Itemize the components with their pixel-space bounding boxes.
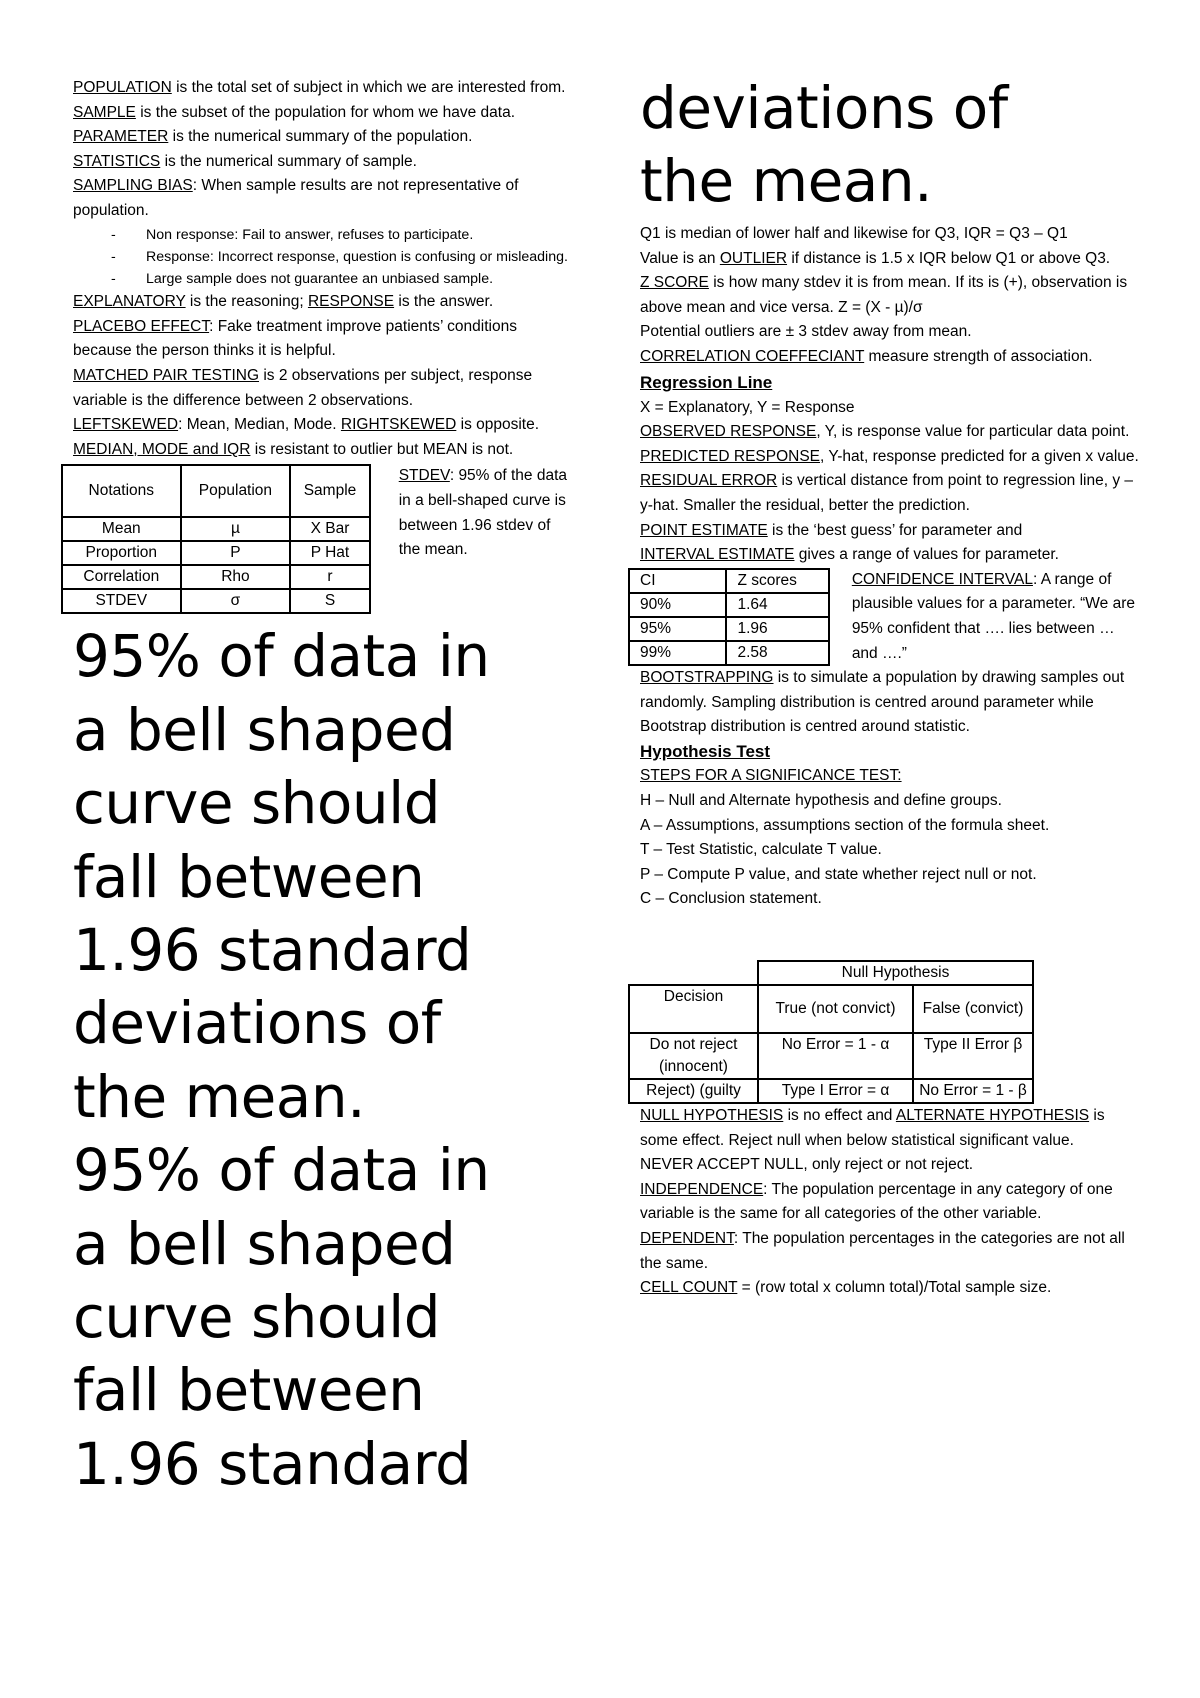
table-cell: Proportion bbox=[62, 541, 181, 565]
term: MATCHED PAIR TESTING bbox=[73, 366, 260, 384]
ci-section bbox=[640, 568, 1140, 666]
residual-definition bbox=[640, 469, 1140, 518]
observed-definition bbox=[640, 420, 1140, 469]
list-item: - Response: Incorrect response, question is confusing or misleading. bbox=[146, 246, 573, 268]
term: PLACEBO EFFECT bbox=[73, 317, 210, 335]
placebo-definition bbox=[73, 315, 573, 364]
term: OUTLIER bbox=[719, 249, 788, 267]
definition-text: : The population percentages in the categories are not all the same. bbox=[640, 1230, 1125, 1272]
definition-text: is the reasoning; bbox=[185, 293, 308, 311]
notation-section bbox=[73, 464, 573, 614]
z-score-definition bbox=[640, 271, 1140, 320]
definition-text: : A range of plausible values for a parameter. “We are 95% confident that …. lies between … and ….” bbox=[851, 570, 1135, 662]
potential-outliers: Potential outliers are ± 3 stdev away from mean. bbox=[640, 323, 972, 341]
definition-text: is the subset of the population for whom we have data. bbox=[135, 103, 516, 121]
table-cell: Type I Error = α bbox=[758, 1079, 913, 1103]
definition-text: is some effect. Reject null when below statistical significant value. bbox=[640, 1107, 1105, 1149]
table-cell: Mean bbox=[62, 517, 181, 541]
table-cell: 99% bbox=[629, 641, 726, 665]
null-hypothesis-table bbox=[628, 960, 1034, 1104]
term: SAMPLE bbox=[73, 103, 136, 121]
term: PARAMETER bbox=[73, 128, 169, 146]
steps-heading: STEPS FOR A SIGNIFICANCE TEST: bbox=[640, 767, 902, 785]
table-row bbox=[629, 1079, 1033, 1103]
table-cell: S bbox=[290, 589, 369, 613]
term: POPULATION bbox=[73, 79, 172, 96]
parameter-definition bbox=[73, 125, 573, 150]
big-text-line: 95% of data in bbox=[73, 1136, 490, 1205]
table-row bbox=[629, 569, 829, 593]
term: POINT ESTIMATE bbox=[640, 521, 768, 539]
term: CORRELATION COEFFECIANT bbox=[640, 347, 865, 365]
table-row bbox=[62, 589, 370, 613]
big-text-line: curve should bbox=[73, 1282, 441, 1351]
big-text-line: fall between bbox=[73, 842, 425, 911]
term: EXPLANATORY bbox=[73, 293, 186, 311]
list-item: - Large sample does not guarantee an unbiased sample. bbox=[146, 268, 573, 290]
definition-text: : When sample results are not representative of population. bbox=[73, 177, 519, 219]
table-cell: 1.96 bbox=[726, 617, 828, 641]
step-item: T – Test Statistic, calculate T value. bbox=[640, 841, 882, 859]
definition-text: is resistant to outlier but MEAN is not. bbox=[250, 440, 514, 458]
outlier-definition bbox=[640, 247, 1140, 272]
interval-estimate-definition bbox=[640, 543, 1140, 568]
term: BOOTSTRAPPING bbox=[640, 669, 774, 687]
table-cell: 90% bbox=[629, 593, 726, 617]
table-row bbox=[629, 985, 1033, 1033]
table-header-cell: Z scores bbox=[726, 569, 828, 593]
big-text-line: the mean. bbox=[73, 1062, 366, 1131]
right-column bbox=[640, 72, 1140, 1301]
definition-text: : The population percentage in any category of one variable is the same for all categories of the other variable. bbox=[640, 1180, 1113, 1223]
skew-definition bbox=[73, 413, 573, 438]
xy-definition: X = Explanatory, Y = Response bbox=[640, 398, 855, 416]
table-cell: r bbox=[290, 565, 369, 589]
term: DEPENDENT bbox=[640, 1230, 734, 1247]
definition-text: is to simulate a population by drawing samples out randomly. Sampling distribution is centred around parameter while Bootstrap distribution is centred around statistic. bbox=[640, 669, 1125, 736]
table-row bbox=[629, 1033, 1033, 1079]
step-item: P – Compute P value, and state whether reject null or not. bbox=[640, 865, 1037, 883]
hypothesis-heading: Hypothesis Test bbox=[640, 741, 771, 761]
table-header-cell: True (not convict) bbox=[758, 985, 913, 1033]
table-cell: 95% bbox=[629, 617, 726, 641]
table-cell: σ bbox=[181, 589, 291, 613]
table-header-cell: False (convict) bbox=[913, 985, 1033, 1033]
big-text-line: fall between bbox=[73, 1356, 425, 1425]
big-text-line: deviations of bbox=[640, 74, 1008, 142]
term: INDEPENDENCE bbox=[640, 1180, 764, 1198]
step-item: C – Conclusion statement. bbox=[640, 890, 822, 908]
table-cell: Do not reject (innocent) bbox=[629, 1033, 758, 1079]
point-estimate-definition bbox=[640, 519, 1140, 544]
sampling-bias-definition bbox=[73, 174, 573, 223]
table-cell: Reject) (guilty bbox=[629, 1079, 758, 1103]
table-cell: 1.64 bbox=[726, 593, 828, 617]
definition-text: : Fake treatment improve patients’ conditions because the person thinks it is helpful. bbox=[73, 317, 517, 360]
stdev-note bbox=[399, 464, 573, 562]
dependent-definition bbox=[640, 1227, 1140, 1276]
table-cell: µ bbox=[181, 517, 291, 541]
term: INTERVAL ESTIMATE bbox=[640, 546, 795, 564]
definition-text: , Y-hat, response predicted for a given x value. bbox=[820, 447, 1139, 465]
explanatory-response-definition bbox=[73, 290, 573, 315]
null-hypothesis-definition bbox=[640, 1104, 1140, 1153]
term: OBSERVED RESPONSE bbox=[640, 423, 817, 441]
definition-text: is vertical distance from point to regression line, y – y-hat. Smaller the residual, better the prediction. bbox=[640, 472, 1134, 514]
term: SAMPLING BIAS bbox=[73, 177, 193, 195]
big-text-line: 1.96 standard bbox=[73, 915, 472, 984]
table-row bbox=[62, 541, 370, 565]
definition-text: is no effect and bbox=[783, 1107, 896, 1125]
never-accept-note: NEVER ACCEPT NULL, only reject or not reject. bbox=[640, 1156, 974, 1174]
table-cell: STDEV bbox=[62, 589, 181, 613]
population-definition bbox=[73, 76, 573, 101]
term: STATISTICS bbox=[73, 152, 161, 170]
bootstrapping-definition bbox=[640, 666, 1140, 740]
table-row bbox=[62, 465, 370, 517]
table-cell: X Bar bbox=[290, 517, 369, 541]
definition-text: : 95% of the data in a bell-shaped curve is between 1.96 stdev of the mean. bbox=[398, 467, 568, 559]
definition-text: measure strength of association. bbox=[864, 347, 1093, 365]
table-cell: No Error = 1 - β bbox=[913, 1079, 1033, 1103]
big-text-line: deviations of bbox=[73, 989, 441, 1058]
table-cell: No Error = 1 - α bbox=[758, 1033, 913, 1079]
term: RESPONSE bbox=[307, 293, 395, 311]
big-text-line: a bell shaped bbox=[73, 695, 456, 764]
definition-text: if distance is 1.5 x IQR below Q1 or above Q3. bbox=[787, 249, 1111, 267]
definition-text: is opposite. bbox=[456, 416, 540, 434]
left-column bbox=[73, 76, 573, 1501]
big-text-line: 95% of data in bbox=[73, 622, 490, 691]
big-text-line: 1.96 standard bbox=[73, 1429, 472, 1498]
table-cell: 2.58 bbox=[726, 641, 828, 665]
confidence-interval-definition bbox=[852, 568, 1140, 666]
definition-text: is the answer. bbox=[394, 293, 494, 311]
table-row bbox=[629, 617, 829, 641]
table-row bbox=[629, 961, 1033, 985]
notation-table bbox=[61, 464, 371, 614]
table-row bbox=[62, 565, 370, 589]
cell-count-definition bbox=[640, 1276, 1140, 1301]
table-header-cell: Decision bbox=[629, 985, 758, 1033]
big-text-block bbox=[73, 620, 573, 1501]
ci-table bbox=[628, 568, 830, 666]
term: Z SCORE bbox=[640, 274, 709, 292]
term: ALTERNATE HYPOTHESIS bbox=[895, 1107, 1090, 1125]
table-cell: Type II Error β bbox=[913, 1033, 1033, 1079]
definition-text: is the numerical summary of sample. bbox=[160, 152, 417, 170]
definition-text: is the ‘best guess’ for parameter and bbox=[767, 521, 1023, 539]
definition-text: is 2 observations per subject, response variable is the difference between 2 observations. bbox=[73, 366, 533, 409]
empty-corner-cell bbox=[629, 961, 758, 985]
table-cell: P Hat bbox=[290, 541, 369, 565]
table-header-cell: Null Hypothesis bbox=[758, 961, 1033, 985]
statistics-definition bbox=[73, 150, 573, 175]
big-text-line: curve should bbox=[73, 769, 441, 838]
regression-heading: Regression Line bbox=[640, 372, 773, 392]
definition-text: , Y, is response value for particular data point. bbox=[816, 423, 1130, 441]
term: MEDIAN, MODE and IQR bbox=[73, 440, 251, 458]
correlation-definition bbox=[640, 345, 1140, 370]
q1-definition: Q1 is median of lower half and likewise for Q3, IQR = Q3 – Q1 bbox=[640, 225, 1068, 242]
definition-text: is the total set of subject in which we are interested from. bbox=[171, 79, 566, 96]
table-header-cell: Population bbox=[181, 465, 291, 517]
term: CONFIDENCE INTERVAL bbox=[851, 570, 1033, 588]
table-cell: Rho bbox=[181, 565, 291, 589]
term: CELL COUNT bbox=[640, 1279, 738, 1297]
definition-text: gives a range of values for parameter. bbox=[794, 546, 1059, 564]
term: STDEV bbox=[398, 467, 450, 485]
independence-definition bbox=[640, 1178, 1140, 1227]
term: RIGHTSKEWED bbox=[340, 416, 457, 434]
definition-text: is how many stdev it is from mean. If its is (+), observation is above mean and vice versa. Z = (X - µ)/σ bbox=[640, 274, 1128, 316]
table-row bbox=[62, 517, 370, 541]
step-item: A – Assumptions, assumptions section of the formula sheet. bbox=[640, 816, 1050, 834]
term: RESIDUAL ERROR bbox=[640, 472, 778, 490]
step-item: H – Null and Alternate hypothesis and define groups. bbox=[640, 792, 1002, 810]
definition-text: Value is an bbox=[640, 249, 720, 267]
big-text-line: the mean. bbox=[640, 147, 933, 215]
definition-text: = (row total x column total)/Total sample size. bbox=[737, 1279, 1052, 1297]
definition-text: is the numerical summary of the population. bbox=[168, 128, 473, 146]
table-cell: Correlation bbox=[62, 565, 181, 589]
matched-pair-definition bbox=[73, 364, 573, 413]
term: PREDICTED RESPONSE bbox=[640, 447, 821, 465]
table-header-cell: CI bbox=[629, 569, 726, 593]
table-row bbox=[629, 593, 829, 617]
table-row bbox=[629, 641, 829, 665]
table-header-cell: Notations bbox=[62, 465, 181, 517]
table-cell: P bbox=[181, 541, 291, 565]
bias-bullet-list bbox=[73, 224, 573, 291]
term: NULL HYPOTHESIS bbox=[640, 1107, 784, 1125]
big-text-line: a bell shaped bbox=[73, 1209, 456, 1278]
list-item: - Non response: Fail to answer, refuses to participate. bbox=[146, 224, 573, 246]
definition-text: : Mean, Median, Mode. bbox=[178, 416, 341, 434]
table-header-cell: Sample bbox=[290, 465, 369, 517]
term: LEFTSKEWED bbox=[73, 416, 179, 434]
sample-definition bbox=[73, 101, 573, 126]
resistant-definition bbox=[73, 438, 573, 463]
